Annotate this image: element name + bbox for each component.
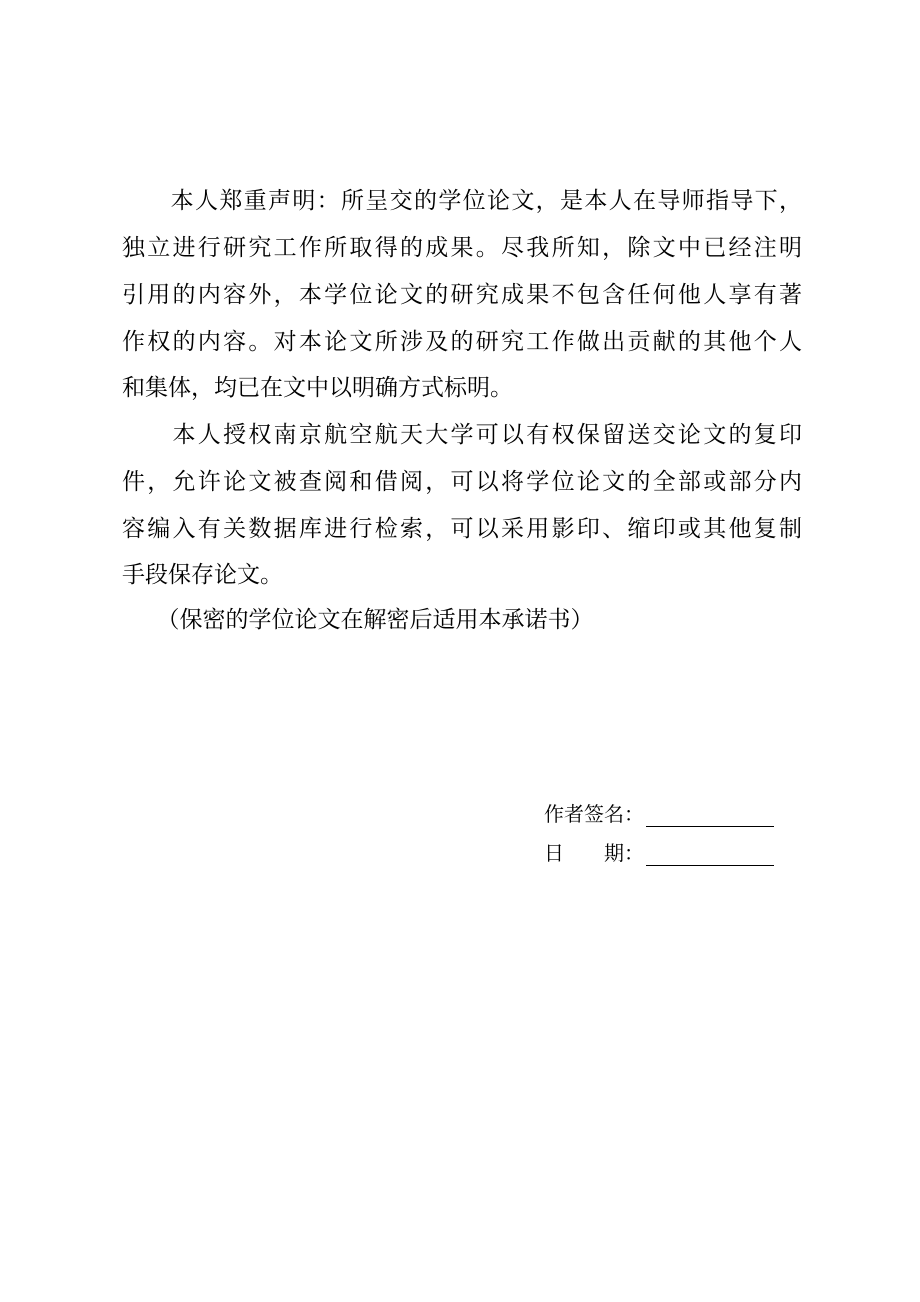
date-label: 日 期： — [544, 841, 644, 865]
paragraph1-line-2: 独立进行研究工作所取得的成果。尽我所知，除文中已经注明 — [122, 235, 802, 261]
paragraph2-line-2: 件，允许论文被查阅和借阅，可以将学位论文的全部或部分内 — [122, 469, 802, 495]
paragraph1-line-5: 和集体，均已在文中以明确方式标明。 — [122, 375, 513, 401]
paragraph2-line-4: 手段保存论文。 — [122, 562, 283, 588]
author-signature-field[interactable] — [646, 804, 774, 827]
paragraph2-line-1: 本人授权南京航空航天大学可以有权保留送交论文的复印 — [122, 422, 802, 448]
date-field[interactable] — [646, 843, 774, 866]
confidential-note: （保密的学位论文在解密后适用本承诺书） — [122, 607, 594, 633]
author-signature-row — [544, 801, 774, 827]
paragraph1-line-4: 作权的内容。对本论文所涉及的研究工作做出贡献的其他个人 — [122, 329, 802, 355]
paragraph1-line-1: 本人郑重声明：所呈交的学位论文，是本人在导师指导下， — [122, 188, 802, 214]
date-row — [544, 840, 774, 866]
paragraph2-line-3: 容编入有关数据库进行检索，可以采用影印、缩印或其他复制 — [122, 516, 802, 542]
author-signature-label: 作者签名： — [544, 802, 644, 826]
paragraph1-line-3: 引用的内容外，本学位论文的研究成果不包含任何他人享有著 — [122, 282, 802, 308]
